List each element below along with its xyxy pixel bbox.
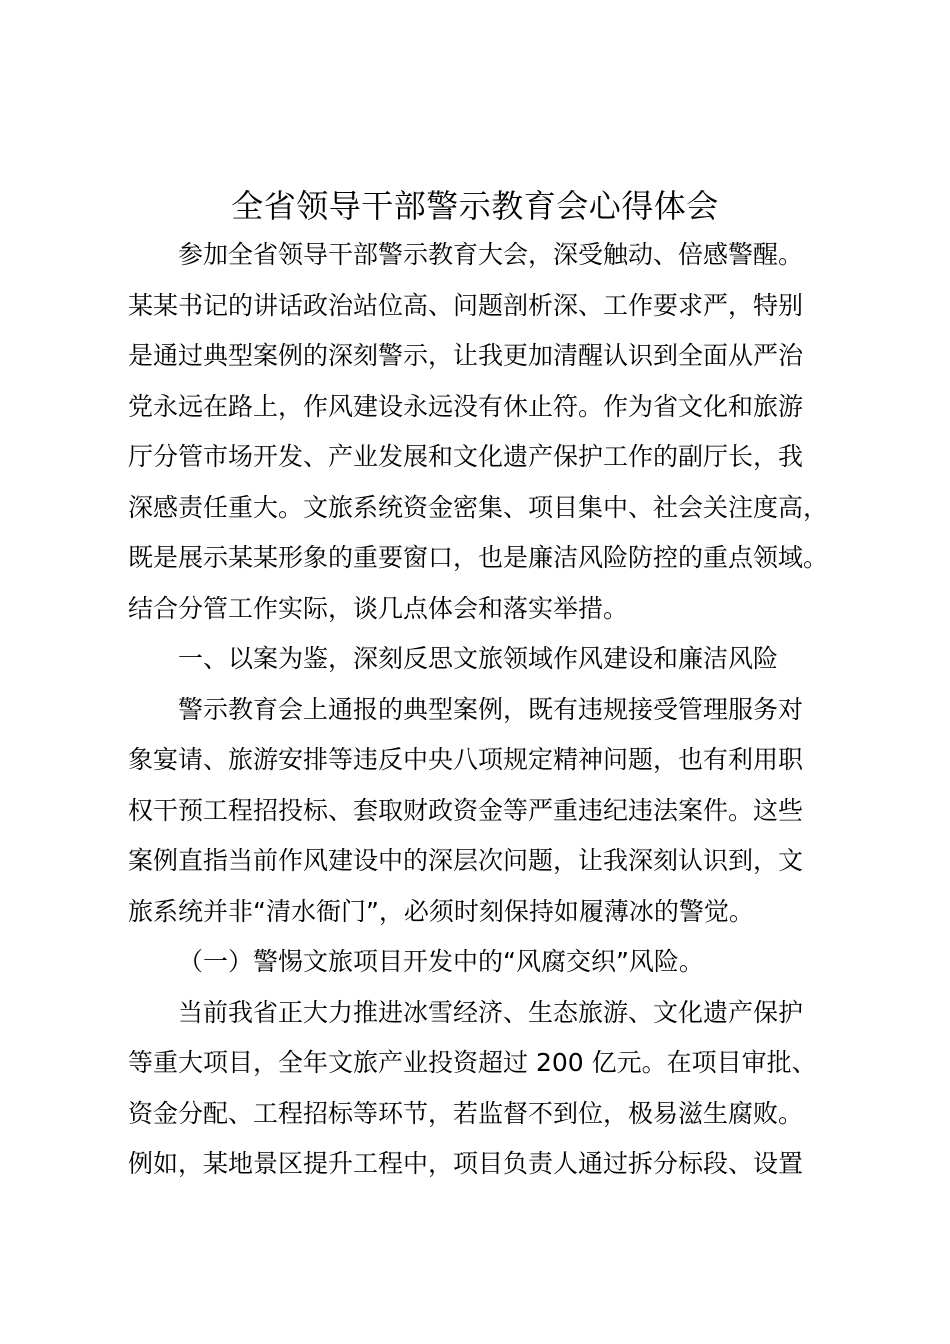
paragraph-line: 厅分管市场开发、产业发展和文化遗产保护工作的副厅长，我 [128,442,804,471]
paragraph-line: 深感责任重大。文旅系统资金密集、项目集中、社会关注度高， [128,492,829,522]
document-body [128,230,863,1190]
paragraph-line: 等重大项目，全年文旅产业投资超过 200 亿元。在项目审批、 [128,1048,817,1077]
paragraph-line: 党永远在路上，作风建设永远没有休止符。作为省文化和旅游 [128,391,804,421]
paragraph-line: 象宴请、旅游安排等违反中央八项规定精神问题，也有利用职 [128,745,804,774]
subsection-heading: （一）警惕文旅项目开发中的“风腐交织”风险。 [178,947,704,976]
paragraph-line: 既是展示某某形象的重要窗口，也是廉洁风险防控的重点领域。 [128,543,829,572]
paragraph-line: 资金分配、工程招标等环节，若监督不到位，极易滋生腐败。 [128,1098,804,1128]
paragraph-line: 警示教育会上通报的典型案例，既有违规接受管理服务对 [178,694,804,724]
paragraph-line: 结合分管工作实际，谈几点体会和落实举措。 [128,593,629,623]
paragraph-line: 是通过典型案例的深刻警示，让我更加清醒认识到全面从严治 [128,341,804,370]
paragraph-line: 旅系统并非“清水衙门”，必须时刻保持如履薄冰的警觉。 [128,896,754,926]
paragraph-line: 案例直指当前作风建设中的深层次问题，让我深刻认识到，文 [128,846,804,875]
paragraph-line: 权干预工程招投标、套取财政资金等严重违纪违法案件。这些 [128,795,804,825]
paragraph-line: 当前我省正大力推进冰雪经济、生态旅游、文化遗产保护 [178,997,804,1027]
paragraph-line: 参加全省领导干部警示教育大会，深受触动、倍感警醒。 [178,240,804,269]
document-title: 全省领导干部警示教育会心得体会 [231,187,719,225]
paragraph-line: 某某书记的讲话政治站位高、问题剖析深、工作要求严，特别 [128,290,804,320]
section-heading: 一、以案为鉴，深刻反思文旅领域作风建设和廉洁风险 [178,644,779,673]
paragraph-line: 例如，某地景区提升工程中，项目负责人通过拆分标段、设置 [128,1149,804,1178]
